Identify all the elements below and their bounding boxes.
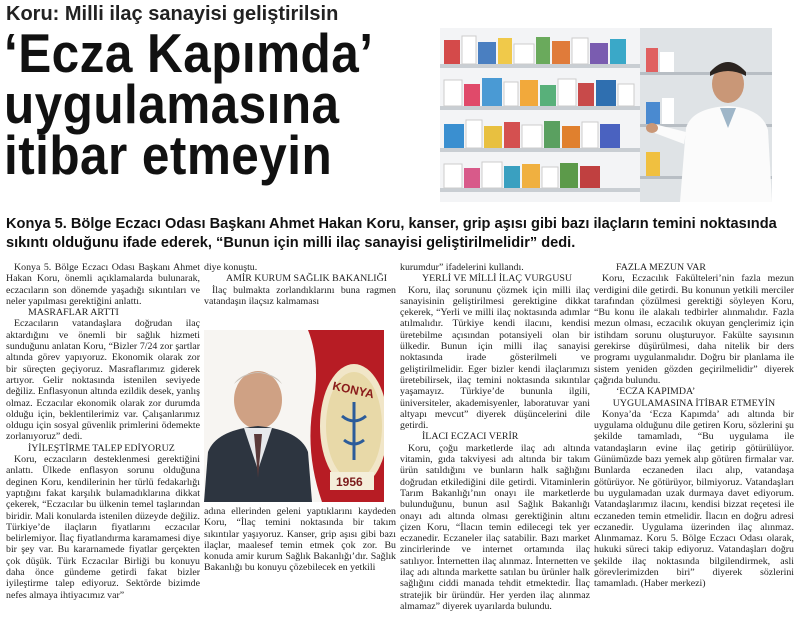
article-column-2 [204, 262, 396, 307]
headline-line-2: uygulamasına [4, 73, 340, 135]
deck-paragraph: Konya 5. Bölge Eczacı Odası Başkanı Ahmet Hakan Koru, kanser, grip aşısı gibi bazı ilaçların temini noktasında sıkıntı olduğunu ifade ederek, “Bunun için milli ilaç sanayisi geliştirilmelidir” dedi. [6, 216, 777, 251]
paragraph: Konya 5. Bölge Eczacı Odası Başkanı Ahmet Hakan Koru, önemli açıklamalarda bulunarak, eczacıların son dönemde yaşadığı sıkıntıları ve neler yapılması gerektiğini anlattı. [6, 262, 200, 307]
headline-line-1: ‘Ecza Kapımda’ [4, 22, 374, 84]
paragraph: İlaç bulmakta zorlandıklarını buna ragmen vatandaşın ilaçsız kalmaması [204, 284, 396, 307]
pharmacist-photo [440, 28, 772, 202]
paragraph: Konya’da ‘Ecza Kapımda’ adı altında bir uygulama olduğunu dile getiren Koru, sözlerini şu şekilde tamamladı, “Bu uygulama ile vatandaşların evine ilaç getirip götürülüyor. Günümüzde bazı yemek alıp götüren firmalar var. Bunlarda eczaneden ilacı alıp, vatandaşa götürüyor. Ne götürüyor, bilmiyoruz. Vatandaşları bu uygulamadan uzak durmaya davet ediyorum. Vatandaşlarımız ilacını, kendisi bizzat reçetesi ile eczaneden temin etmelidir. İlacın en doğru adresi eczanedir. Uygulama üzerinden ilaç alınmaz. Alınmamaz. Koru 5. Bölge Eczacı Odası olarak, hukuki süreci takip ediyoruz. Vatandaşları doğru şekilde ilaç noktasında bilgilendirmek, asli görevlerimizden biri” diyerek sözlerini tamamladı. (Haber merkezi) [594, 408, 794, 590]
subheading: YERLİ VE MİLLİ İLAÇ VURGUSU [422, 273, 572, 285]
article-column-3 [400, 262, 590, 612]
kicker: Koru: Milli ilaç sanayisi geliştirilsin [6, 3, 339, 25]
subheading: UYGULAMASINA İTİBAR ETMEYİN [612, 397, 776, 409]
flag-year: 1956 [336, 475, 363, 489]
paragraph: diye konuştu. [204, 262, 258, 273]
portrait-photo [204, 330, 384, 502]
paragraph: adına ellerinden geleni yaptıklarını kaydeden Koru, “İlaç temini noktasında bir takım sıkıntılar yaşıyoruz. Kanser, grip aşısı gibi bazı ilaçlar, maalesef temin etmek çok zor. Bu konuda amir kurum Sağlık Bakanlığı’dır. Sağlık Bakanlığı bu konuyu çözebilecek en yetkili [204, 506, 396, 574]
paragraph: Koru, eczacıların desteklenmesi gerektiğini anlattı. Ülkede enflasyon sorunu olduğuna deginen Koru, kendilerinin her türlü fedakarlığı yaptığını fakat karşılık bulamadıklarına dikkat çekerek, “Eczacılar bu ülkenin temel taşlarından biridir. Mali konularda istenilen düzeyde değiliz. Türkiye’de ilaçların fiyatlarını eczacılar belirlemiyor. İlaç fiyatlandırma karamamesi diye bir şey var. Bu kararnamede fiyatlar gerçekten çok düşük. Türk Eczacılar Birliği bu konuyu daha önce gündeme getirdi fakat bizler iyileştirme talep ediyoruz. Sektörde bizimde nefes almaya ihtiyacımız var” [6, 454, 200, 601]
pharmacy-shelves-image [440, 28, 772, 202]
subheading: İLACI ECZACI VERİR [422, 431, 519, 443]
flag-text: KONYA [331, 378, 376, 402]
paragraph: Koru, ilaç sorununu çözmek için milli ilaç sanayisinin geliştirilmesi gerektigine dikkat çekerek, “Yerli ve milli ilaç noktasında adımlar atılmalıdır. Türkiye kendi ilacını, kendisi üretebilme açısından potansiyeli olan bir ülkedir. Bunun için milli ilaç sanayisi noktasında irade gösterilmeli ve geliştirilmelidir. Eger bizler kendi ilaçlarımızı üretebilirsek, ilaç temini noktasında sıkıntılar yaşamayız. Türkiye’de bununla ilgili, üniversiteler, akademisyenler, laboratuvar yani altyapı mevcut” diyerek düşüncelerini dile getirdi. [400, 284, 590, 432]
article-column-1 [6, 262, 200, 601]
subheading: İYİLEŞTİRME TALEP EDİYORUZ [28, 442, 175, 454]
paragraph: kurumdur” ifadelerini kullandı. [400, 262, 524, 273]
subheading: FAZLA MEZUN VAR [616, 262, 706, 273]
portrait-image [204, 330, 384, 502]
paragraph: Koru, çoğu marketlerde ilaç adı altında vitamin, gıda takviyesi adı altında bir takım ürün satıldığını ve bunların halk sağlığını doğrudan etkilediğini dile getirdi. Vitaminlerin Tarım Bakanlığı’nın onayı ile marketlerde bulunduğunu, bunun asıl Sağlık Bakanlığı onayı adı altında olması gerektiğinin altını çizen Koru, “İlacın temin edilecegi tek yer eczanedir. Eczaneler ilaç satabilir. Bazı market zincirlerinde ve internet ortamında ilaç satılıyor. İnternetten ilaç alınmaz. İnternetten ve ilaç adı altında markette satılan bu ürünler halk sağlığını ciddi manada tehdit etmektedir. İlaç stratejik bir üründür. Her yerden ilaç alınmaz almamaz” diyerek uyarılarda bulundu. [400, 442, 590, 612]
subheading: AMİR KURUM SAĞLIK BAKANLIĞI [226, 273, 388, 285]
headline [4, 22, 393, 186]
headline-line-3: itibar etmeyin [4, 124, 333, 186]
paragraph: Eczacıların vatandaşlara doğrudan ilaç aktardığını ve önemli bir sağlık hizmeti sunduğunu anlatan Koru, “Bizler 7/24 zor şartlar altında görev yapıyoruz. Ekonomik olarak zor bir süreçten geçiyoruz. Masraflarımız giderek artıyor. Gelir noktasında istenilen seviyede değiliz. Enflasyonun altında ezildik desek, yanlış olmaz. Eczacılar ekonomik olarak zor durumda olduğu için, beklentilerimiz var. Çalışanlarımız oldugu için sosyal güvenlik primlerini ödemekte zorlanıyoruz” dedi. [6, 318, 200, 443]
article-column-2-continued [204, 506, 396, 574]
paragraph: Koru, Eczacılık Fakülteleri’nin fazla mezun verdigini dile getirdi. Bu konunun yetkili merciler tarafından çözülmesi gerektiği söyleyen Koru, “Bu konu ile alakalı tedbirler alınmalıdır. Fazla mezun olması, eczacılık okuyan gençlerimiz için istihdam sorunu oluşturuyor. Fakülte sayısının gerekirse düşürülmesi, daha nitelik bir ders programı uygulanmalıdır. Doğru bir planlama ile sistem yeniden gözden geçirilmelidir” diyerek çağrıda bulundu. [594, 273, 794, 386]
subheading: MASRAFLAR ARTTI [28, 307, 119, 319]
article-column-4 [594, 262, 794, 590]
subheading: ‘ECZA KAPIMDA’ [616, 386, 696, 398]
